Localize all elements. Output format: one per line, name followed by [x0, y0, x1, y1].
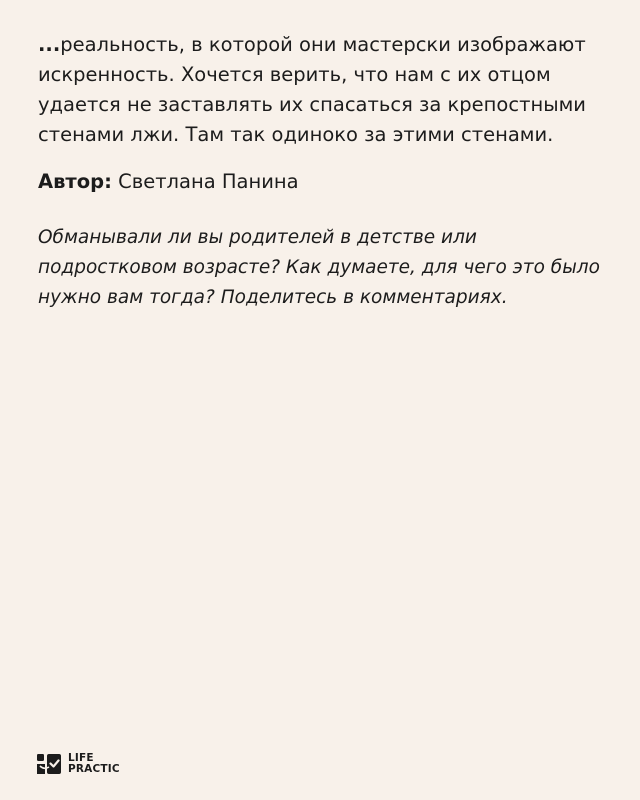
author-name: Светлана Панина	[118, 170, 299, 193]
discussion-question: Обманывали ли вы родителей в детстве или подростковом возрасте? Как думаете, для чего это было нужно вам тогда? Поделитесь в комментариях.	[38, 227, 600, 308]
brand-name	[68, 753, 120, 775]
author-line	[38, 167, 299, 197]
brand-line-2: PRACTIC	[68, 763, 120, 775]
brand-logo	[36, 750, 120, 778]
brand-line-1: LIFE	[68, 752, 94, 764]
article-content	[38, 30, 608, 308]
article-paragraph	[38, 30, 608, 150]
paragraph-ellipsis: ...	[38, 33, 61, 56]
life-practic-logo-icon	[36, 752, 62, 776]
author-label: Автор:	[38, 170, 112, 193]
paragraph-text: реальность, в которой они мастерски изображают искренность. Хочется верить, что нам с их отцом удается не заставлять их спасаться за крепостными стенами лжи. Там так одиноко за этими стенами.	[38, 33, 586, 146]
